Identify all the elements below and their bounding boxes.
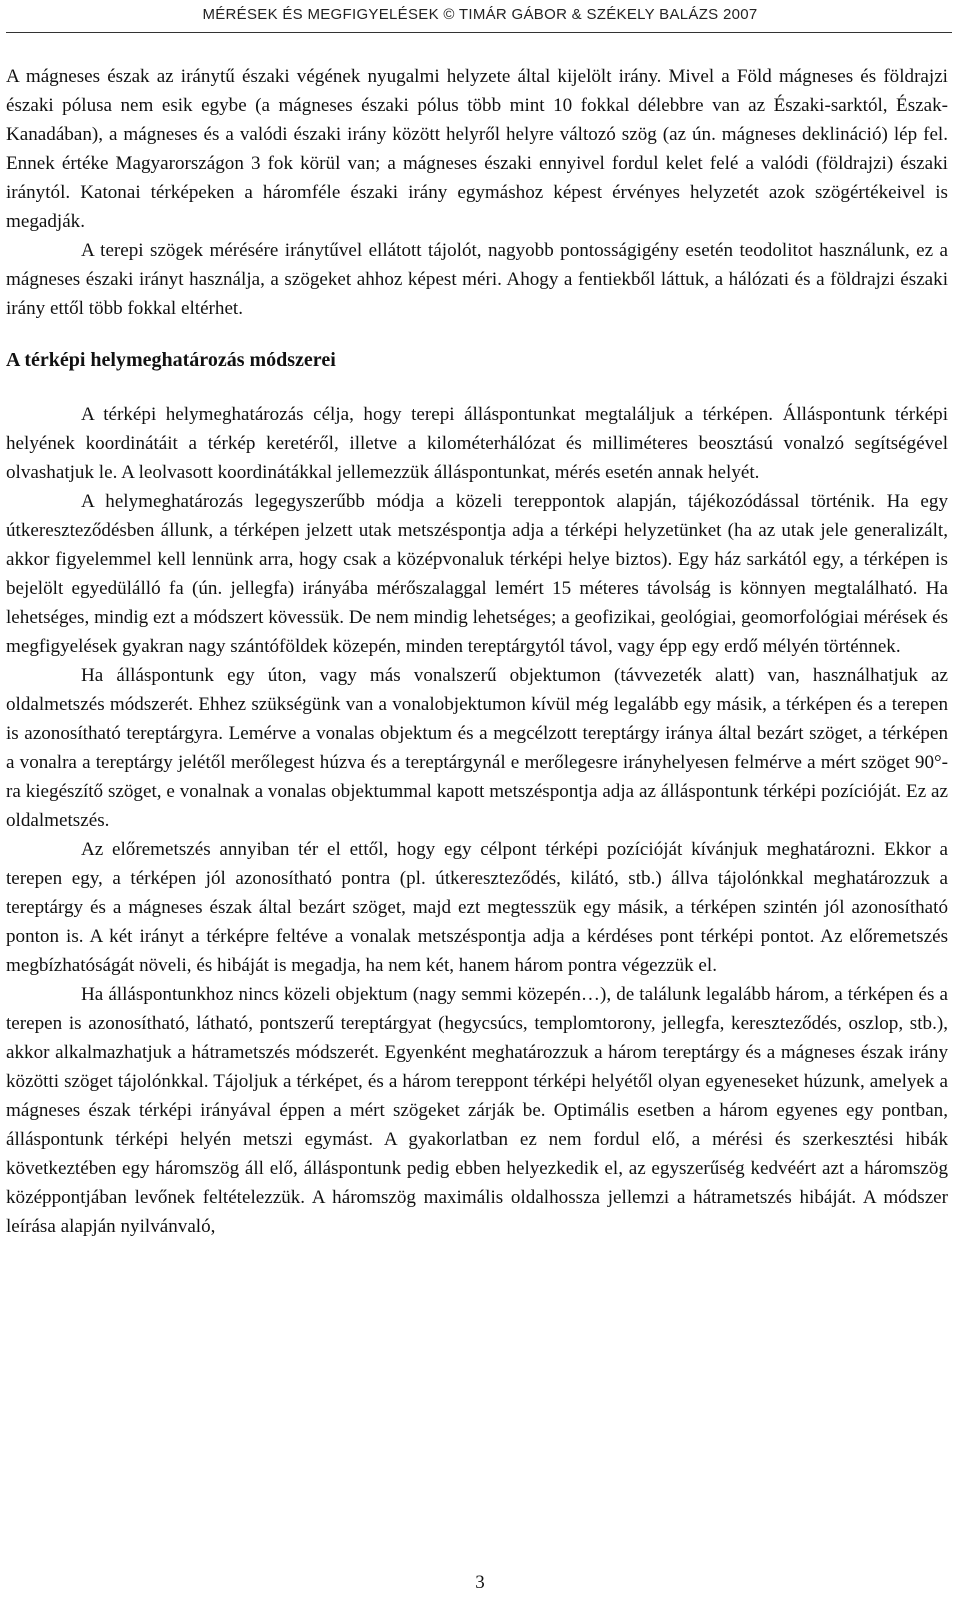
paragraph-simple-method: A helymeghatározás legegyszerűbb módja a közeli tereppontok alapján, tájékozódással történik. Ha egy útkereszteződésben állunk, a térképen jelzett utak metszéspontja adja a térképi helyzetünket (ha az utak jele generalizált, akkor figyelemmel kell lennünk arra, hogy csak a középvonaluk térképi helye biztos). Egy ház sarkától egy, a térképen is bejelölt egyedülálló fa (ún. jellegfa) irányába mérőszalaggal lemért 15 méteres távolság is könnyen megtalálható. Ha lehetséges, mindig ezt a módszert kövessük. De nem mindig lehetséges; a geofizikai, geológiai, geomorfológiai mérések és megfigyelések gyakran nagy szántóföldek közepén, minden tereptárgytól távol, vagy épp egy erdő mélyén történnek. [6,491,948,657]
paragraph-field-angles: A terepi szögek mérésére iránytűvel ellátott tájolót, nagyobb pontosságigény esetén teodolitot használunk, ez a mágneses északi irányt használja, a szögeket ahhoz képest méri. Ahogy a fentiekből láttuk, a hálózati és a földrajzi északi irány ettől több fokkal eltérhet. [6,240,948,319]
header-divider [6,32,952,33]
page-number: 3 [475,1572,485,1593]
paragraph-positioning-goal: A térképi helymeghatározás célja, hogy terepi álláspontunkat megtaláljuk a térképen. Álláspontunk térképi helyének koordinátáit a térkép keretéről, illetve a kilométerhálózat és milliméteres beosztású vonalzó segítségével olvashatjuk le. A leolvasott koordinátákkal jellemezzük álláspontunkat, mérés esetén annak helyét. [6,404,948,483]
running-header: MÉRÉSEK ÉS MEGFIGYELÉSEK © TIMÁR GÁBOR & SZÉKELY BALÁZS 2007 [202,6,758,23]
paragraph-side-intersection: Ha álláspontunk egy úton, vagy más vonalszerű objektumon (távvezeték alatt) van, használhatjuk az oldalmetszés módszerét. Ehhez szükségünk van a vonalobjektumon kívül még legalább egy másik, a térképen és a terepen is azonosítható tereptárgyra. Lemérve a vonalas objektum és a megcélzott tereptárgy iránya által bezárt szöget, a térképen a vonalra a tereptárgy jelétől merőlegest húzva és a tereptárgynál e merőlegesre irányhelyesen felmérve a mért szöget 90°-ra kiegészítő szöget, e vonalnak a vonalas objektummal kapott metszéspontja adja az álláspontunk térképi pozícióját. Ez az oldalmetszés. [6,665,948,831]
section-title: A térképi helymeghatározás módszerei [6,349,336,371]
paragraph-magnetic-north: A mágneses észak az iránytű északi végének nyugalmi helyzete által kijelölt irány. Mivel a Föld mágneses és földrajzi északi pólusa nem esik egybe (a mágneses északi pólus több mint 10 fokkal délebbre van az Északi-sarktól, Észak-Kanadában), a mágneses és a valódi északi irány között helyről helyre változó szög (az ún. mágneses deklináció) lép fel. Ennek értéke Magyarországon 3 fok körül van; a mágneses északi ennyivel fordul kelet felé a valódi (földrajzi) északi iránytól. Katonai térképeken a háromféle északi irány egymáshoz képest érvényes helyzetét azok szögértékeivel is megadják. [6,66,948,232]
paragraph-forward-intersection: Az előremetszés annyiban tér el ettől, hogy egy célpont térképi pozícióját kívánjuk meghatározni. Ekkor a terepen egy, a térképen jól azonosítható pontra (pl. útkereszteződés, kilátó, stb.) állva tájolónkkal meghatározzuk a tereptárgy és a mágneses észak által bezárt szöget, majd ezt megtesszük egy másik, a térképen szintén jól azonosítható ponton is. A két irányt a térképre feltéve a vonalak metszéspontja adja a kérdéses pont térképi pontot. Az előremetszés megbízhatóságát növeli, és hibáját is megadja, ha nem két, hanem három pontra végezzük el. [6,839,948,976]
paragraph-resection: Ha álláspontunkhoz nincs közeli objektum (nagy semmi közepén…), de találunk legalább három, a térképen és a terepen is azonosítható, látható, pontszerű tereptárgyat (hegycsúcs, templomtorony, jellegfa, kereszteződés, oszlop, stb.), akkor alkalmazhatjuk a hátrametszés módszerét. Egyenként meghatározzuk a három tereptárgy és a mágneses észak irány közötti szöget tájolónkkal. Tájoljuk a térképet, és a három tereppont térképi helyétől olyan egyeneseket húzunk, amelyek a mágneses észak térképi irányával éppen a mért szögeket zárják be. Optimális esetben a három egyenes egy pontban, álláspontunk térképi helyén metszi egymást. A gyakorlatban ez nem fordul elő, a mérési és szerkesztési hibák következtében egy háromszög áll elő, álláspontunk pedig ebben helyezkedik el, az egyszerűség kedvéért azt a háromszög középpontjában levőnek feltételezzük. A háromszög maximális oldalhossza jellemzi a hátrametszés hibáját. A módszer leírása alapján nyilvánvaló, [6,984,948,1237]
page-body [6,62,948,1241]
